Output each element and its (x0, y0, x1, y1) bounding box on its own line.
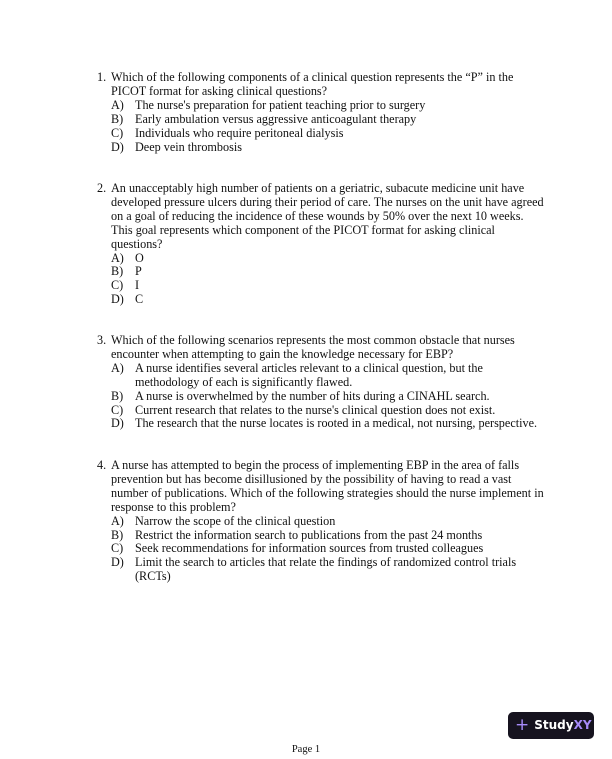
option-b (111, 390, 547, 404)
question-text: An unacceptably high number of patients on a geriatric, subacute medicine unit have developed pressure ulcers during their period of care. The nurses on the unit have agreed on a goal of reducing the incidence of these wounds by 50% over the next 10 weeks. This goal represents which component of the PICOT format for asking clinical questions? (111, 181, 544, 251)
question-text: A nurse has attempted to begin the process of implementing EBP in the area of falls prevention but has become disillusioned by the possibility of having to read a vast number of publications. Which of the following strategies should the nurse implement in response to this problem? (111, 458, 544, 514)
option-text: I (135, 278, 140, 293)
question-number: 3. (97, 333, 107, 347)
option-letter: B) (111, 388, 124, 403)
question-stem (97, 459, 547, 515)
option-a (111, 99, 547, 113)
option-text: Current research that relates to the nurse's clinical question does not exist. (135, 402, 496, 417)
option-text: O (135, 250, 144, 265)
option-letter: B) (111, 527, 124, 542)
question-text: Which of the following scenarios represents the most common obstacle that nurses encounter when attempting to gain the knowledge necessary for EBP? (111, 333, 515, 361)
option-b (111, 265, 547, 279)
option-letter: C) (111, 278, 124, 293)
option-letter: D) (111, 555, 124, 570)
option-letter: C) (111, 541, 124, 556)
option-text: P (135, 264, 142, 279)
question-stem (97, 182, 547, 252)
option-letter: D) (111, 292, 124, 307)
option-text: C (135, 292, 144, 307)
option-c (111, 127, 547, 141)
question-number: 4. (97, 458, 107, 472)
option-list (97, 99, 547, 155)
option-letter: D) (111, 139, 124, 154)
option-text: Restrict the information search to publications from the past 24 months (135, 527, 483, 542)
option-d (111, 141, 547, 155)
option-list (97, 252, 547, 308)
option-c (111, 279, 547, 293)
badge-text-primary: Study (534, 717, 574, 732)
question-3 (97, 334, 547, 431)
badge-text-accent: XY (573, 717, 592, 732)
option-text: The nurse's preparation for patient teaching prior to surgery (135, 97, 426, 112)
option-text: Deep vein thrombosis (135, 139, 242, 154)
option-d (111, 556, 547, 584)
option-d (111, 293, 547, 307)
option-a (111, 515, 547, 529)
option-letter: A) (111, 250, 124, 265)
question-stem (97, 71, 547, 99)
option-text: Narrow the scope of the clinical question (135, 513, 336, 528)
option-text: Seek recommendations for information sources from trusted colleagues (135, 541, 484, 556)
option-letter: C) (111, 125, 124, 140)
option-d (111, 417, 547, 431)
question-stem (97, 334, 547, 362)
option-b (111, 113, 547, 127)
option-text: A nurse is overwhelmed by the number of hits during a CINAHL search. (135, 388, 490, 403)
question-text: Which of the following components of a clinical question represents the “P” in the PICOT format for asking clinical questions? (111, 70, 514, 98)
page-number: Page 1 (291, 744, 321, 755)
question-1 (97, 71, 547, 154)
option-text: Early ambulation versus aggressive anticoagulant therapy (135, 111, 417, 126)
option-c (111, 404, 547, 418)
option-b (111, 529, 547, 543)
option-letter: C) (111, 402, 124, 417)
option-letter: A) (111, 513, 124, 528)
option-text: Limit the search to articles that relate the findings of randomized control trials (RCTs) (135, 555, 517, 584)
option-c (111, 542, 547, 556)
option-text: A nurse identifies several articles relevant to a clinical question, but the methodology of each is significantly flawed. (135, 360, 483, 389)
option-text: Individuals who require peritoneal dialysis (135, 125, 344, 140)
option-list (97, 362, 547, 432)
question-number: 1. (97, 70, 107, 84)
option-list (97, 515, 547, 585)
option-letter: B) (111, 264, 124, 279)
option-letter: A) (111, 97, 124, 112)
question-2 (97, 182, 547, 307)
studyxy-badge[interactable] (508, 712, 594, 739)
option-a (111, 252, 547, 266)
option-letter: B) (111, 111, 124, 126)
question-number: 2. (97, 181, 107, 195)
option-letter: A) (111, 360, 124, 375)
question-4 (97, 459, 547, 584)
option-letter: D) (111, 416, 124, 431)
option-a (111, 362, 547, 390)
option-text: The research that the nurse locates is rooted in a medical, not nursing, perspective. (135, 416, 538, 431)
plus-icon: + (515, 715, 530, 735)
